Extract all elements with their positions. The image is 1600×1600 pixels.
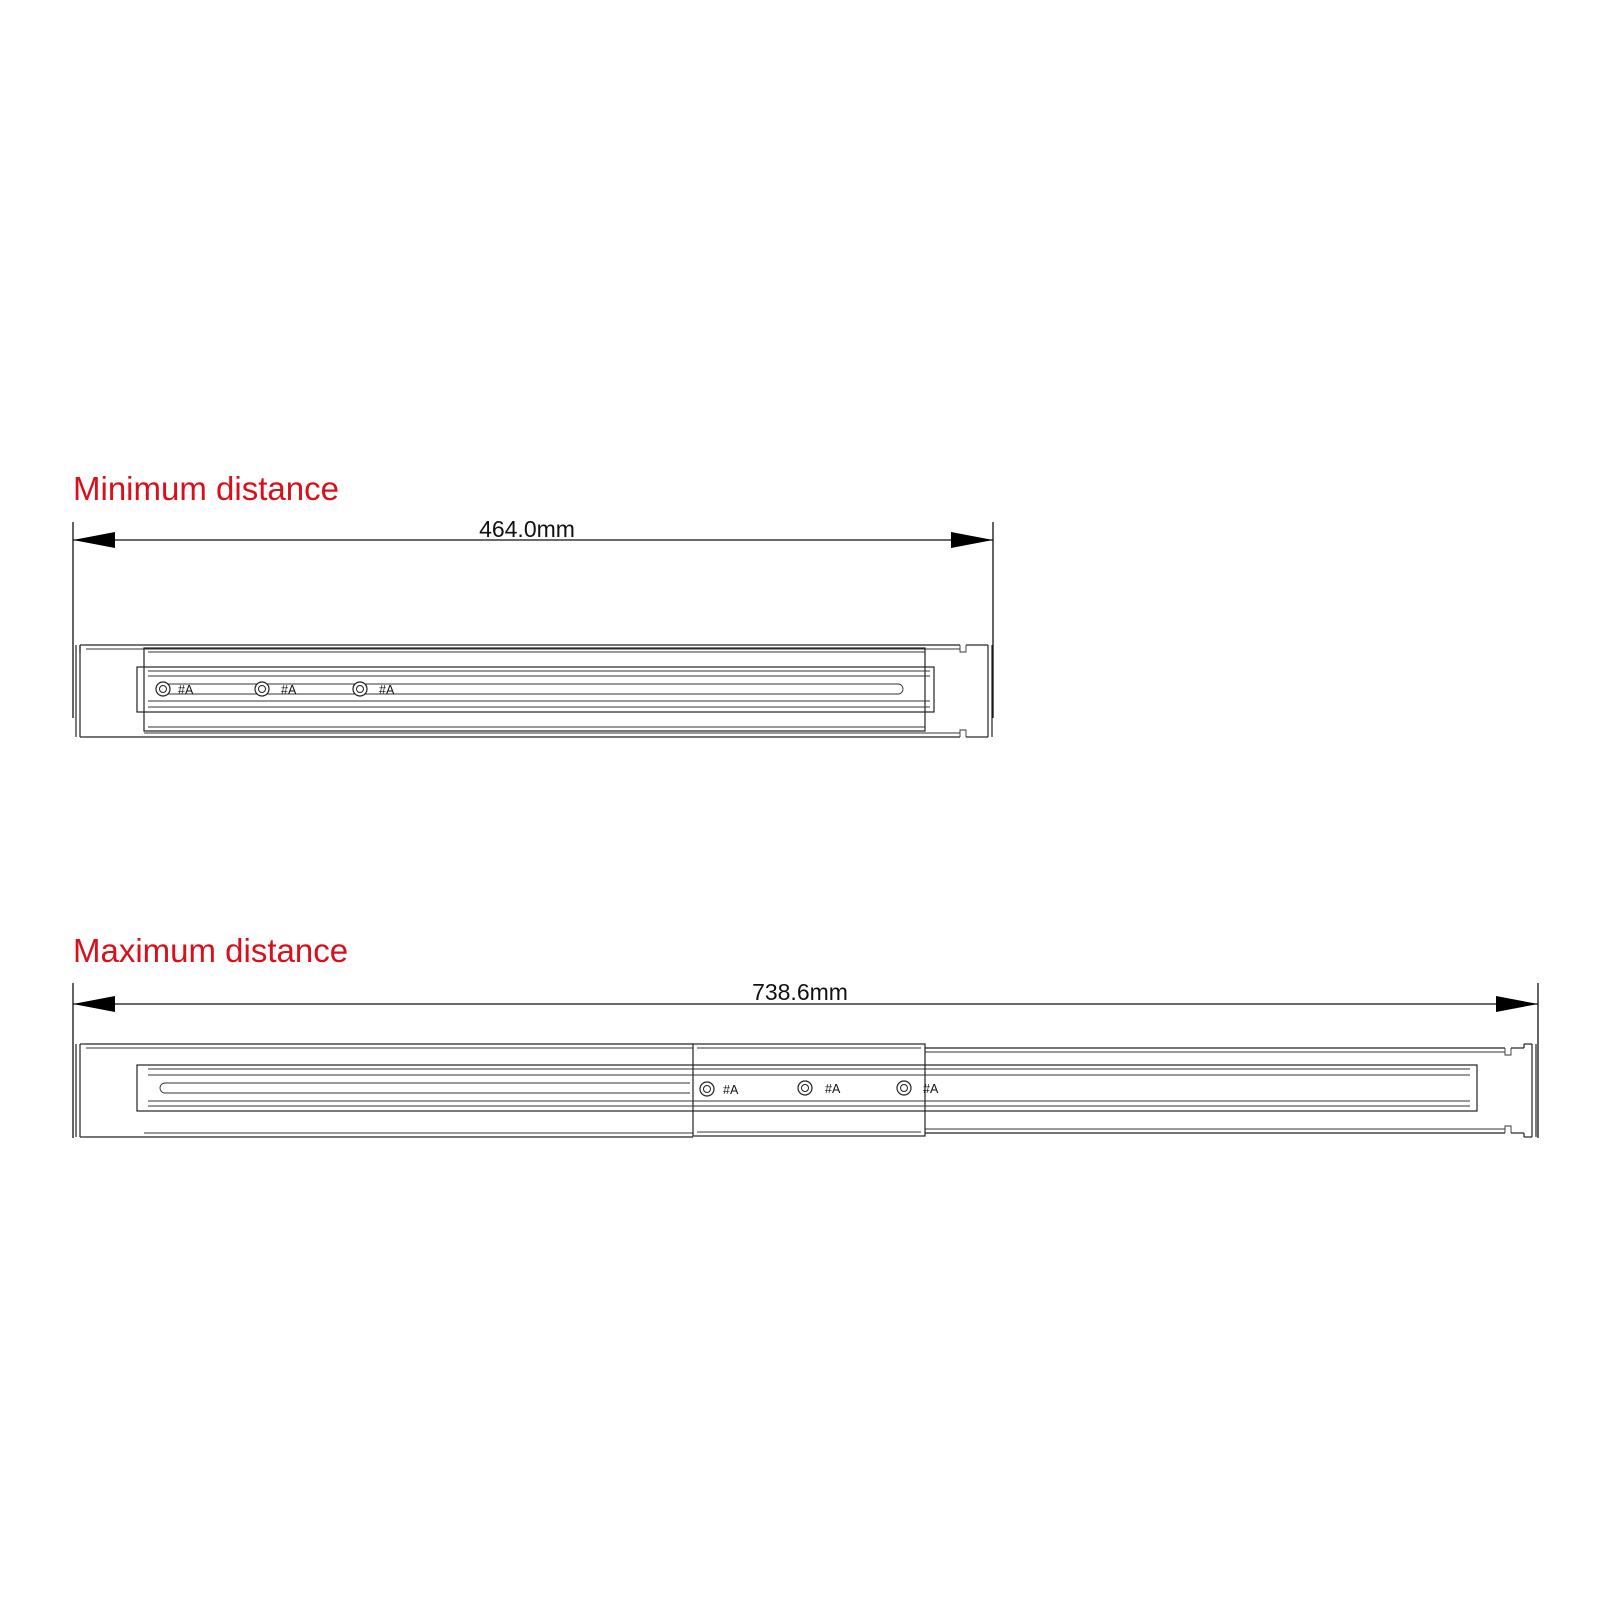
screw-label: #A — [923, 1082, 939, 1096]
screw-label: #A — [178, 683, 194, 697]
left-arrow-icon — [73, 532, 115, 548]
screw-icon — [353, 682, 367, 696]
minimum-dimension-value: 464.0mm — [479, 516, 575, 542]
screw-label: #A — [825, 1082, 841, 1096]
screw-icon — [156, 682, 170, 696]
screw-label: #A — [723, 1083, 739, 1097]
minimum-distance-heading: Minimum distance — [73, 470, 339, 507]
screw-icon — [255, 682, 269, 696]
maximum-dimension-value: 738.6mm — [752, 979, 848, 1005]
screw-icon — [897, 1081, 911, 1095]
screw-label: #A — [281, 683, 297, 697]
left-arrow-icon — [73, 996, 115, 1012]
right-arrow-icon — [1496, 996, 1538, 1012]
maximum-distance-heading: Maximum distance — [73, 932, 349, 969]
minimum-distance-section — [73, 470, 993, 737]
screw-icon — [700, 1082, 714, 1096]
screw-label: #A — [379, 683, 395, 697]
maximum-dimension-line — [73, 979, 1538, 1138]
maximum-rail-assembly — [76, 1044, 1536, 1137]
maximum-distance-section — [73, 932, 1538, 1138]
right-arrow-icon — [951, 532, 993, 548]
screw-icon — [798, 1081, 812, 1095]
minimum-rail-assembly — [76, 645, 992, 737]
minimum-dimension-line — [73, 516, 993, 718]
